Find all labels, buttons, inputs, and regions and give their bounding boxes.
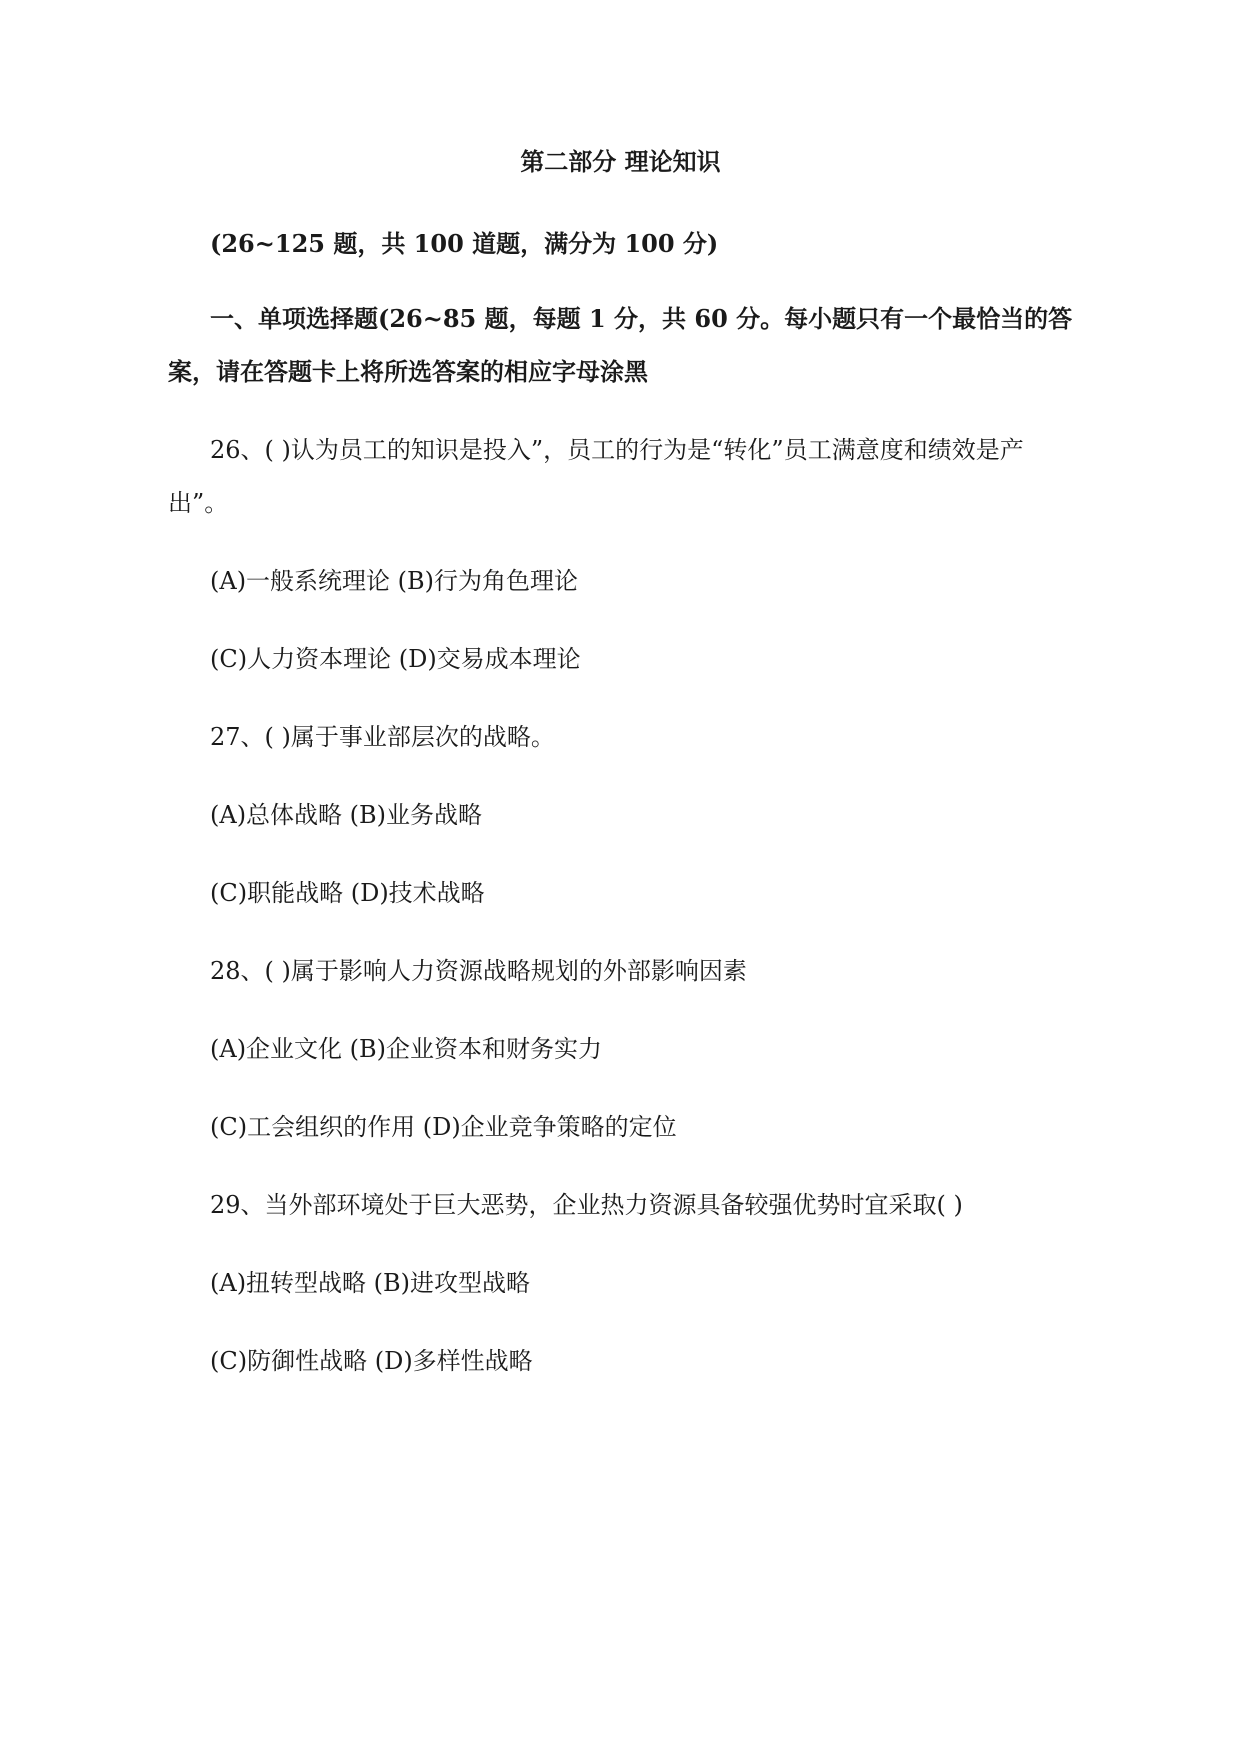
question-28-options-line-2: (C)工会组织的作用 (D)企业竞争策略的定位 — [210, 1113, 677, 1141]
question-27-stem-line-1: 27、( )属于事业部层次的战略。 — [210, 723, 555, 751]
question-29-options-line-2: (C)防御性战略 (D)多样性战略 — [210, 1347, 533, 1375]
question-26-options-line-2: (C)人力资本理论 (D)交易成本理论 — [210, 645, 581, 673]
instructions-line-1: 一、单项选择题(26~85 题，每题 1 分，共 60 分。每小题只有一个最恰当的答 — [210, 304, 1073, 333]
question-27-options-line-1: (A)总体战略 (B)业务战略 — [210, 801, 483, 829]
question-27-options-line-2: (C)职能战略 (D)技术战略 — [210, 879, 485, 907]
question-29-options-line-1: (A)扭转型战略 (B)进攻型战略 — [210, 1269, 531, 1297]
question-28-options-line-1: (A)企业文化 (B)企业资本和财务实力 — [210, 1035, 603, 1063]
question-26-options-line-1: (A)一般系统理论 (B)行为角色理论 — [210, 567, 579, 595]
section-note: (26~125 题，共 100 道题，满分为 100 分) — [210, 229, 719, 258]
question-26-stem-line-2: 出”。 — [168, 489, 229, 517]
question-29-stem-line-1: 29、当外部环境处于巨大恶势，企业热力资源具备较强优势时宜采取( ) — [210, 1191, 963, 1219]
instructions-line-2: 案，请在答题卡上将所选答案的相应字母涂黑 — [168, 357, 648, 386]
section-title: 第二部分 理论知识 — [520, 147, 721, 176]
question-28-stem-line-1: 28、( )属于影响人力资源战略规划的外部影响因素 — [210, 957, 747, 985]
question-26-stem-line-1: 26、( )认为员工的知识是投入”，员工的行为是“转化”员工满意度和绩效是产 — [210, 436, 1024, 464]
